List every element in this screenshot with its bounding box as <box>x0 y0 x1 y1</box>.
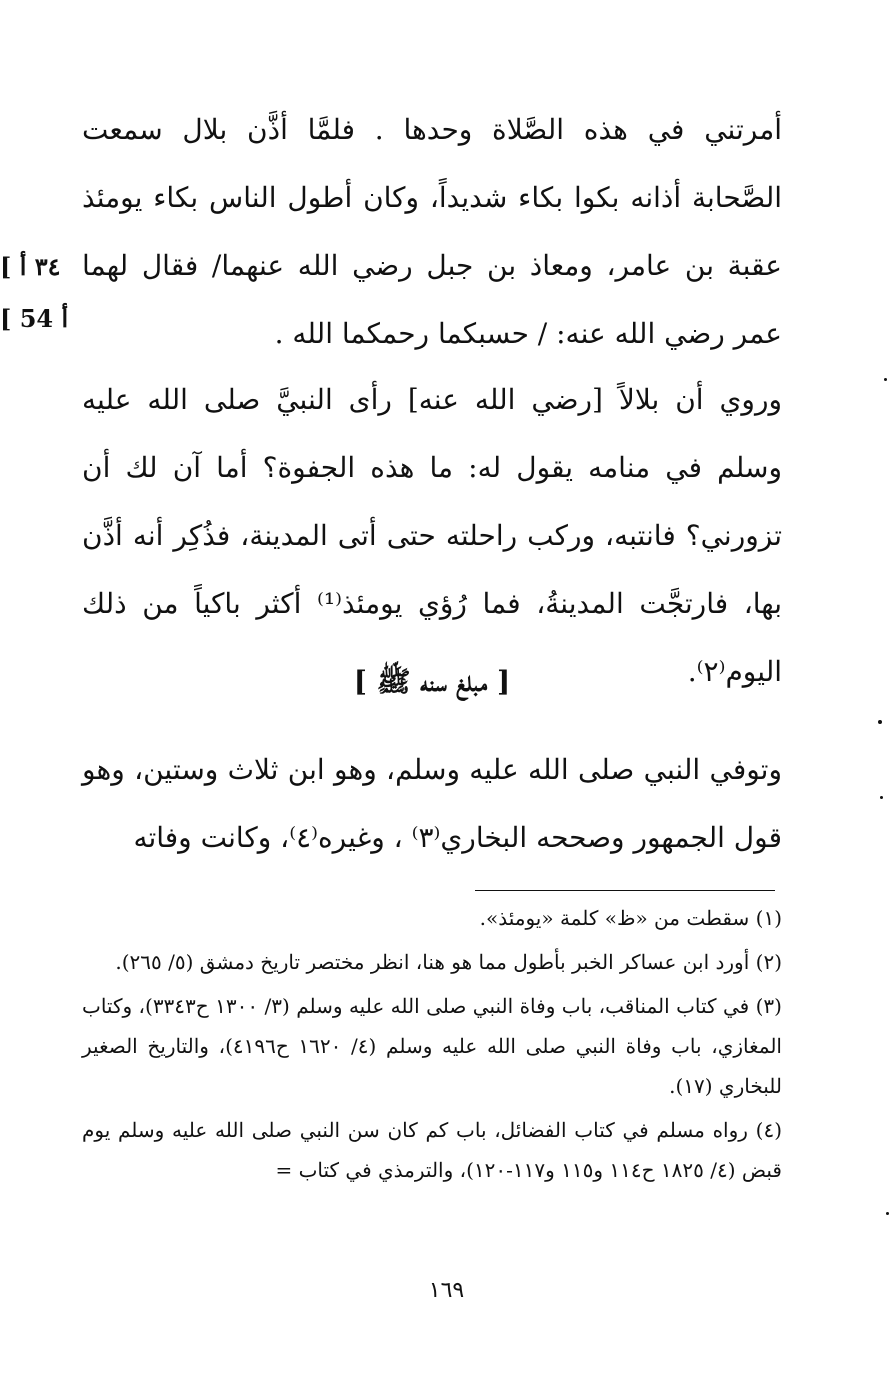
scan-speck <box>878 720 882 724</box>
footnote-2: (٢) أورد ابن عساكر الخبر بأطول مما هو هنا، انظر مختصر تاريخ دمشق (٥/ ٢٦٥). <box>115 950 782 974</box>
footnote-divider <box>475 890 775 891</box>
scan-speck <box>884 378 887 381</box>
scan-speck <box>886 1212 889 1215</box>
footnote-3: (٣) في كتاب المناقب، باب وفاة النبي صلى الله عليه وسلم (٣/ ١٣٠٠ ح٣٣٤٣)، وكتاب المغازي، باب وفاة النبي صلى الله عليه وسلم (٤/ ١٦٢٠ ح٤١٩٦)، والتاريخ الصغير للبخاري (١٧). <box>82 994 782 1098</box>
margin-reference-manuscript-1: [ ٣٤ أ <box>0 252 61 281</box>
footnotes <box>82 898 782 1194</box>
paragraph-1: أمرتني في هذه الصَّلاة وحدها . فلمَّا أذَّن بلال سمعت الصَّحابة أذانه بكوا بكاء شديداً، وكان أطول الناس بكاء يومئذ عقبة بن عامر، ومعاذ بن جبل رضي الله عنهما/ فقال لهما عمر رضي الله عنه: / حسبكما رحمكما الله . <box>82 113 783 350</box>
scan-speck <box>880 796 883 799</box>
page-number: ١٦٩ <box>428 1278 465 1303</box>
paragraph-3: وتوفي النبي صلى الله عليه وسلم، وهو ابن ثلاث وستين، وهو قول الجمهور وصححه البخاري⁽٣⁾ ، وغيره⁽٤⁾، وكانت وفاته <box>82 753 782 854</box>
footnote-4: (٤) رواه مسلم في كتاب الفضائل، باب كم كان سن النبي صلى الله عليه وسلم يوم قبض (٤/ ١٨٢٥ ح١١٤ و١١٥ و١١٧-١٢٠)، والترمذي في كتاب = <box>82 1118 782 1182</box>
margin-reference-manuscript-2: [ 54 أ <box>0 304 69 333</box>
footnote-1: (١) سقطت من «ظ» كلمة «يومئذ». <box>479 906 782 930</box>
paragraph-2: وروي أن بلالاً [رضي الله عنه] رأى النبيَّ صلى الله عليه وسلم في منامه يقول له: ما هذه الجفوة؟ أما آن لك أن تزورني؟ فانتبه، وركب راحلته حتى أتى المدينة، فذُكِر أنه أذَّن بها، فارتجَّت المدينةُ، فما رُؤي يومئذ⁽¹⁾ أكثر باكياً من ذلك اليوم⁽٢⁾. <box>82 383 782 688</box>
section-heading: [ مبلغ سنه ﷺ ] <box>353 665 511 698</box>
